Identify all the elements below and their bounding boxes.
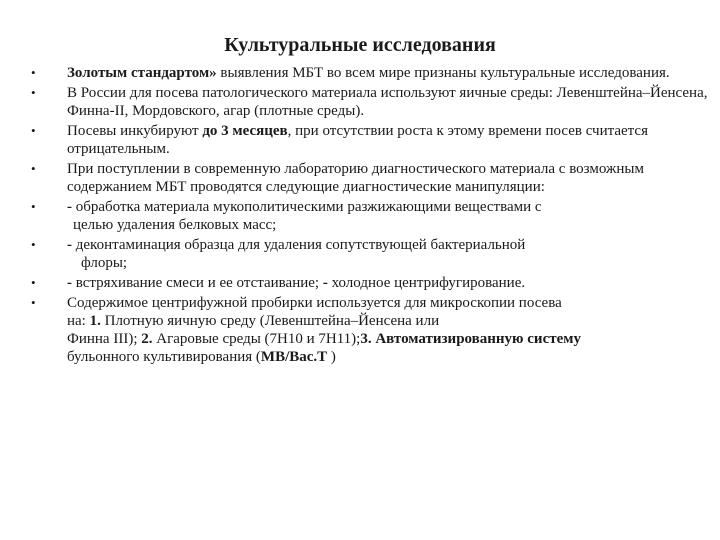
emphasis-text: до 3 месяцев	[202, 123, 288, 139]
item-text: В России для посева патологического материала используют яичные среды: Левенштейна–Йенсена, Финна-II, Мордовского, агар (плотные среды).	[67, 85, 708, 119]
item-text: флоры;	[81, 255, 128, 271]
list-item	[24, 122, 714, 158]
item-line	[67, 330, 714, 348]
item-line	[67, 348, 714, 366]
list-item	[24, 84, 714, 120]
bullet-icon: •	[31, 65, 36, 80]
bullet-icon: •	[31, 161, 36, 176]
emphasis-text: MB/Bac.T	[260, 349, 328, 365]
bullet-icon: •	[31, 85, 36, 100]
bullet-icon: •	[31, 237, 36, 252]
item-line	[67, 198, 714, 216]
bullet-icon: •	[31, 295, 36, 310]
list-item	[24, 64, 714, 82]
item-text: Посевы инкубируют	[67, 123, 203, 139]
item-text: целью удаления белковых масс;	[73, 217, 277, 233]
bullet-icon: •	[31, 275, 36, 290]
item-text: бульонного культивирования (	[67, 349, 261, 365]
emphasis-text: Золотым стандартом»	[67, 65, 217, 81]
item-text: Агаровые среды (7H10 и 7H11);	[152, 331, 361, 347]
list-item	[24, 198, 714, 234]
bullet-icon: •	[31, 199, 36, 214]
dash-marker: -	[322, 275, 328, 291]
emphasis-text: Автоматизированную систему	[371, 331, 581, 347]
item-text: Плотную яичную среду (Левенштейна–Йенсена или	[100, 313, 440, 329]
slide-title: Культуральные исследования	[224, 34, 496, 56]
bullet-icon: •	[31, 123, 36, 138]
list-number: 3.	[360, 331, 372, 347]
list-item	[24, 274, 714, 292]
item-text: Содержимое центрифужной пробирки используется для микроскопии посева	[67, 295, 562, 311]
item-line	[67, 236, 714, 254]
list-number: 1.	[89, 313, 101, 329]
item-line	[67, 312, 714, 330]
list-item	[24, 160, 714, 196]
dash-marker: -	[67, 237, 72, 253]
item-text: выявления МБТ во всем мире признаны культуральные исследования.	[216, 65, 670, 81]
item-text: обработка материала мукополитическими разжижающими веществами с	[72, 199, 542, 215]
list-item	[24, 294, 714, 366]
item-text: , при отсутствии роста к этому времени посев считается отрицательным.	[67, 123, 648, 157]
item-text: встряхивание смеси и ее отстаивание;	[72, 275, 323, 291]
item-text: Финна III);	[67, 331, 142, 347]
dash-marker: -	[67, 199, 72, 215]
item-text: на:	[67, 313, 90, 329]
list-item	[24, 236, 714, 272]
item-text: холодное центрифугирование.	[327, 275, 526, 291]
item-text: При поступлении в современную лабораторию диагностического материала с возможным содержанием МБТ проводятся следующие диагностические манипуляции:	[67, 161, 644, 195]
item-text: деконтаминация образца для удаления сопутствующей бактериальной	[72, 237, 526, 253]
dash-marker: -	[67, 275, 72, 291]
item-text: )	[327, 349, 336, 365]
bullet-list	[24, 64, 714, 368]
list-number: 2.	[141, 331, 153, 347]
